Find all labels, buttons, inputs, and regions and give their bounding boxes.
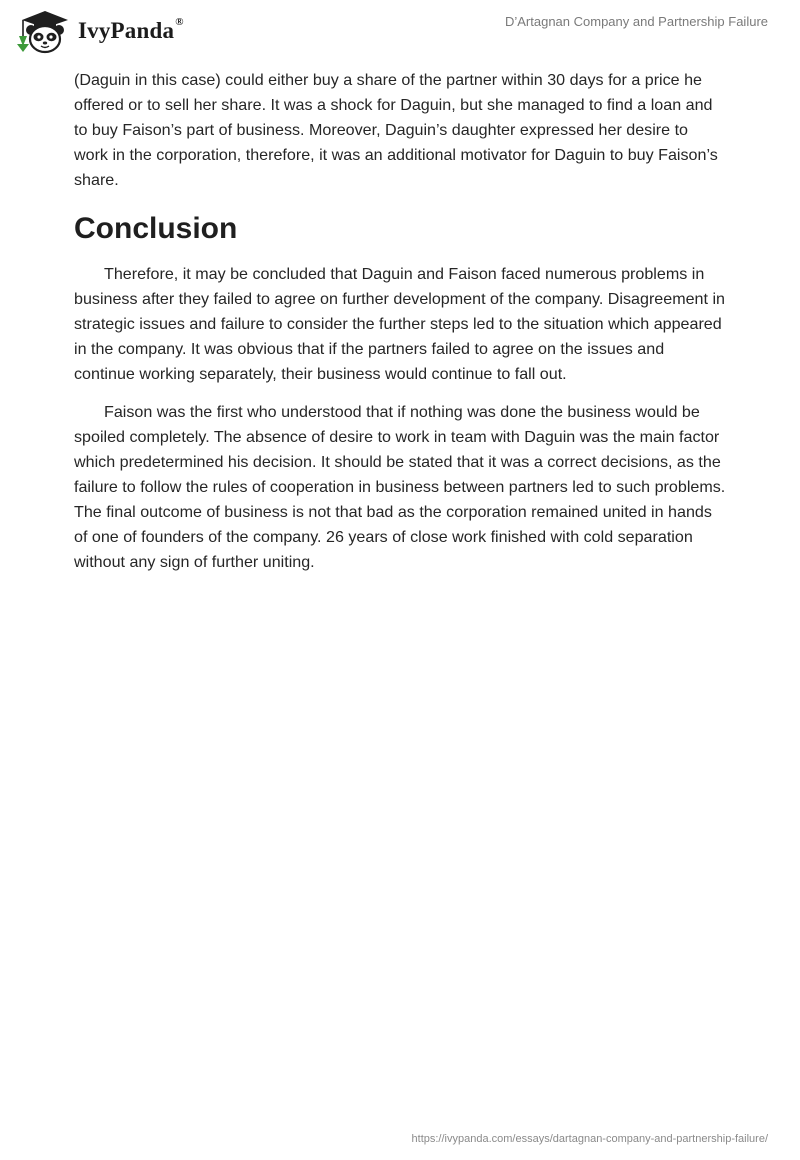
logo-text: IvyPanda (78, 18, 175, 43)
intro-paragraph: (Daguin in this case) could either buy a share of the partner within 30 days for a price he offered or to sell her share. It was a shock for Daguin, but she managed to find a loan and to buy Faison’s part of business. Moreover, Daguin’s daughter expressed her desire to work in the corporation, therefore, it was an additional motivator for Daguin to buy Faison’s share. (74, 71, 718, 189)
document-title: D’Artagnan Company and Partnership Failure (504, 14, 768, 29)
essay-content (74, 68, 726, 588)
source-url-link[interactable]: https://ivypanda.com/essays/dartagnan-company-and-partnership-failure/ (411, 1133, 768, 1145)
conclusion-paragraph-1: Therefore, it may be concluded that Daguin and Faison faced numerous problems in business after they failed to agree on further development of the company. Disagreement in strategic issues and failure to consider the further steps led to the situation which appeared in the company. It was obvious that if the partners failed to agree on the issues and continue working separately, their business would continue to fall out. (74, 265, 725, 383)
logo-wordmark (78, 18, 184, 44)
section-heading-conclusion: Conclusion (74, 212, 238, 245)
ivypanda-logo[interactable] (14, 8, 194, 54)
panda-graduate-icon (14, 8, 76, 54)
registered-mark: ® (175, 16, 184, 28)
page-header (0, 0, 800, 60)
conclusion-paragraph-2: Faison was the first who understood that if nothing was done the business would be spoiled completely. The absence of desire to work in team with Daguin was the main factor which predetermined his decision. It should be stated that it was a correct decisions, as the failure to follow the rules of cooperation in business between partners led to such problems. The final outcome of business is not that bad as the corporation remained united in hands of one of founders of the company. 26 years of close work finished with cold separation without any sign of further uniting. (74, 403, 726, 571)
